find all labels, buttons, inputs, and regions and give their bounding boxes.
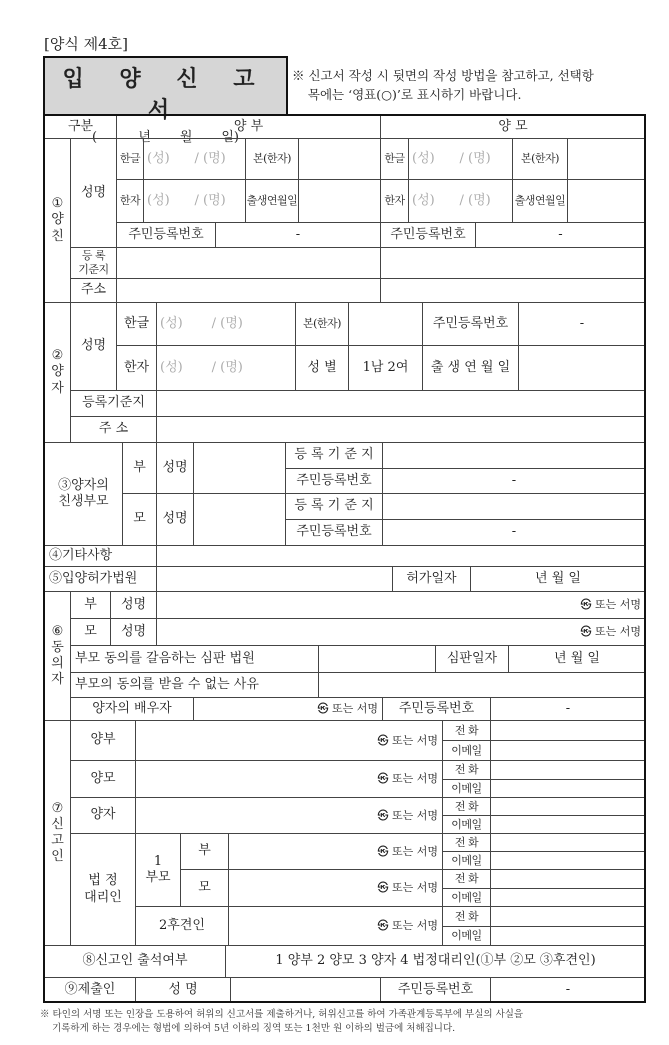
signature-consent-father[interactable]: ㉿ 또는 서명	[156, 591, 646, 619]
label-rrn: 주민등록번호	[422, 302, 519, 346]
label-name: 성 명	[135, 977, 231, 1003]
input-guardian-phone[interactable]	[490, 906, 646, 927]
label-email: 이메일	[442, 851, 491, 870]
section-6-label: ⑥ 동 의 자	[44, 591, 71, 721]
label-consent-mother: 모	[70, 618, 111, 646]
label-reporter-father: 양부	[70, 720, 136, 761]
label-name: 성명	[110, 591, 157, 619]
input-father-phone[interactable]	[490, 720, 646, 741]
label-phone: 전 화	[442, 760, 491, 780]
label-bon: 본(한자)	[512, 138, 568, 180]
input-adoptee-rrn[interactable]: -	[518, 302, 646, 346]
input-adoptee-address[interactable]	[156, 416, 646, 443]
label-phone: 전 화	[442, 906, 491, 927]
label-birthdate: 출 생 연 월 일	[422, 345, 519, 391]
form-title: 입 양 신 고 서	[62, 66, 269, 123]
label-email: 이메일	[442, 888, 491, 907]
input-rep-father-email[interactable]	[490, 851, 646, 870]
input-birth-mother-name[interactable]	[193, 493, 286, 546]
input-trial-court[interactable]	[318, 645, 436, 673]
input-trial-date[interactable]: 년 월 일	[508, 645, 646, 673]
section-7-label: ⑦ 신 고 인	[44, 720, 71, 946]
label-rrn: 주민등록번호	[382, 697, 491, 721]
label-rrn: 주민등록번호	[285, 468, 383, 494]
signature-consent-mother[interactable]: ㉿ 또는 서명	[156, 618, 646, 646]
input-other-notes[interactable]	[156, 545, 646, 567]
label-registration-base: 등 록 기 준 지	[285, 442, 383, 469]
input-mother-address[interactable]	[380, 278, 646, 303]
input-father-birthdate[interactable]	[298, 179, 381, 223]
input-guardian-email[interactable]	[490, 926, 646, 946]
input-birth-father-registration[interactable]	[382, 442, 646, 469]
input-submitter-rrn[interactable]: -	[490, 977, 646, 1003]
legal-warning: ※ 타인의 서명 또는 인장을 도용하여 허위의 신고서를 제출하거나, 허위신고를 하여 가족관계등록부에 부실의 사실을 기록하게 하는 경우에는 형법에 의하여 5년 이하의 징역 또는 1천만 원 이하의 벌금에 처해집니다.	[40, 1009, 524, 1034]
input-mother-name-hanja[interactable]: (성) / (명)	[408, 179, 513, 223]
instruction-notice: ※ 신고서 작성 시 뒷면의 작성 방법을 참고하고, 선택항 목에는 ‘영표(○)’로 표시하기 바랍니다.	[292, 68, 594, 102]
label-hanja: 한자	[116, 345, 157, 391]
input-mother-rrn[interactable]: -	[475, 222, 646, 248]
label-hangul: 한글	[116, 138, 144, 180]
label-email: 이메일	[442, 779, 491, 798]
label-rrn: 주민등록번호	[380, 977, 491, 1003]
label-phone: 전 화	[442, 833, 491, 852]
input-rep-mother-email[interactable]	[490, 888, 646, 907]
label-reporter-mother: 양모	[70, 760, 136, 798]
input-reason[interactable]	[318, 672, 646, 698]
input-father-email[interactable]	[490, 740, 646, 761]
label-trial-date: 심판일자	[435, 645, 509, 673]
input-adoptee-registration[interactable]	[156, 390, 646, 417]
label-other-notes: ④기타사항	[44, 545, 157, 567]
label-registration-base: 등록기준지	[70, 390, 157, 417]
input-mother-email[interactable]	[490, 779, 646, 798]
label-court: ⑤입양허가법원	[44, 566, 157, 592]
input-birth-father-rrn[interactable]: -	[382, 468, 646, 494]
label-address: 주 소	[70, 416, 157, 443]
label-spouse: 양자의 배우자	[70, 697, 194, 721]
input-mother-name-hangul[interactable]: (성) / (명)	[408, 138, 513, 180]
signature-rep-mother[interactable]: ㉿ 또는 서명	[228, 869, 443, 907]
section-1-label: ① 양 친	[44, 138, 71, 303]
label-phone: 전 화	[442, 720, 491, 741]
label-email: 이메일	[442, 815, 491, 834]
label-rep-father: 부	[180, 833, 229, 870]
input-mother-bon[interactable]	[567, 138, 646, 180]
input-adoptee-phone[interactable]	[490, 797, 646, 816]
signature-rep-father[interactable]: ㉿ 또는 서명	[228, 833, 443, 870]
input-father-bon[interactable]	[298, 138, 381, 180]
input-adoptee-email[interactable]	[490, 815, 646, 834]
label-address: 주소	[70, 278, 117, 303]
signature-father[interactable]: ㉿ 또는 서명	[135, 720, 443, 761]
header-adoptive-mother: 양 모	[380, 115, 646, 139]
label-hanja: 한자	[380, 179, 409, 223]
label-rep-parents: 1 부모	[135, 833, 181, 907]
label-submitter: ⑨제출인	[44, 977, 136, 1003]
input-adoptee-birthdate[interactable]	[518, 345, 646, 391]
input-father-address[interactable]	[116, 278, 381, 303]
input-father-name-hangul[interactable]: (성) / (명)	[143, 138, 246, 180]
input-adoptee-name-hanja[interactable]: (성) / (명)	[156, 345, 296, 391]
label-name: 성명	[110, 618, 157, 646]
label-email: 이메일	[442, 926, 491, 946]
input-adoptee-bon[interactable]	[348, 302, 423, 346]
label-name: 성명	[156, 493, 194, 546]
section-3-label: ③양자의 친생부모	[44, 442, 123, 546]
label-reason: 부모의 동의를 받을 수 없는 사유	[70, 672, 319, 698]
label-gender: 성 별	[295, 345, 349, 391]
label-birth-mother: 모	[122, 493, 157, 546]
input-court[interactable]	[156, 566, 393, 592]
input-birth-father-name[interactable]	[193, 442, 286, 494]
label-rep-mother: 모	[180, 869, 229, 907]
gender-options[interactable]: 1남 2여	[348, 345, 423, 391]
label-legal-representative: 법 정 대리인	[70, 833, 136, 946]
input-father-rrn[interactable]: -	[215, 222, 381, 248]
label-reporter-adoptee: 양자	[70, 797, 136, 834]
label-trial-court: 부모 동의를 갈음하는 심판 법원	[70, 645, 319, 673]
label-permit-date: 허가일자	[392, 566, 471, 592]
label-name: 성명	[70, 302, 117, 391]
label-hangul: 한글	[380, 138, 409, 180]
label-rrn: 주민등록번호	[380, 222, 476, 248]
label-registration-base: 등 록 기준지	[70, 247, 117, 279]
label-hangul: 한글	[116, 302, 157, 346]
attendance-options[interactable]: 1 양부 2 양모 3 양자 4 법정대리인(①부 ②모 ③후견인)	[225, 945, 646, 978]
input-spouse-rrn[interactable]: -	[490, 697, 646, 721]
label-rrn: 주민등록번호	[285, 519, 383, 546]
label-rrn: 주민등록번호	[116, 222, 216, 248]
label-birth-father: 부	[122, 442, 157, 494]
label-hanja: 한자	[116, 179, 144, 223]
section-2-label: ② 양 자	[44, 302, 71, 443]
signature-mother[interactable]: ㉿ 또는 서명	[135, 760, 443, 798]
input-mother-registration[interactable]	[380, 247, 646, 279]
label-birthdate: 출생연월일	[245, 179, 299, 223]
input-permit-date[interactable]: 년 월 일	[470, 566, 646, 592]
input-father-registration[interactable]	[116, 247, 381, 279]
label-consent-father: 부	[70, 591, 111, 619]
input-birth-mother-rrn[interactable]: -	[382, 519, 646, 546]
signature-adoptee[interactable]: ㉿ 또는 서명	[135, 797, 443, 834]
label-phone: 전 화	[442, 797, 491, 816]
input-mother-phone[interactable]	[490, 760, 646, 780]
label-birthdate: 출생연월일	[512, 179, 568, 223]
input-adoptee-name-hangul[interactable]: (성) / (명)	[156, 302, 296, 346]
input-father-name-hanja[interactable]: (성) / (명)	[143, 179, 246, 223]
signature-guardian[interactable]: ㉿ 또는 서명	[228, 906, 443, 946]
label-bon: 본(한자)	[245, 138, 299, 180]
input-rep-mother-phone[interactable]	[490, 869, 646, 889]
label-rep-guardian: 2후견인	[135, 906, 229, 946]
header-adoptive-father: 양 부	[116, 115, 381, 139]
input-rep-father-phone[interactable]	[490, 833, 646, 852]
input-submitter-name[interactable]	[230, 977, 381, 1003]
label-attendance: ⑧신고인 출석여부	[44, 945, 226, 978]
input-birth-mother-registration[interactable]	[382, 493, 646, 520]
label-registration-base: 등 록 기 준 지	[285, 493, 383, 520]
form-number: [양식 제4호]	[44, 35, 128, 53]
label-bon: 본(한자)	[295, 302, 349, 346]
input-mother-birthdate[interactable]	[567, 179, 646, 223]
report-date[interactable]: ( 년 월 일)	[92, 130, 239, 145]
label-name: 성명	[70, 138, 117, 248]
label-gubun: 구분	[44, 115, 117, 139]
label-phone: 전 화	[442, 869, 491, 889]
signature-spouse[interactable]: ㉿ 또는 서명	[193, 697, 383, 721]
label-name: 성명	[156, 442, 194, 494]
label-email: 이메일	[442, 740, 491, 761]
